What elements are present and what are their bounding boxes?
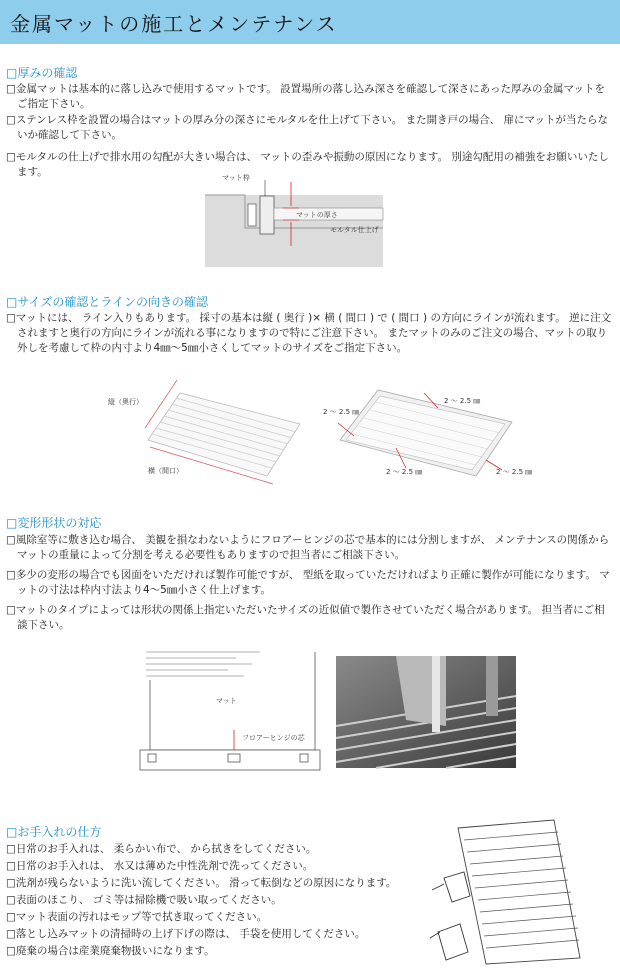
care-item-2: □日常のお手入れは、 水又は薄めた中性洗剤で洗ってください。 [6, 860, 314, 872]
label-depth: 縦（奥行） [108, 398, 143, 406]
care-item-1: □日常のお手入れは、 柔らかい布で、 から拭きをしてください。 [6, 843, 317, 855]
care-item-3: □洗剤が残らないように洗い流してください。 滑って転倒などの原因になります。 [6, 877, 397, 889]
label-floor-hinge-center: フロアーヒンジの芯 [242, 734, 305, 742]
mat-thickness-diagram [205, 168, 385, 268]
section-heading-care: □お手入れの仕方 [6, 825, 102, 839]
section-heading-size: □サイズの確認とラインの向きの確認 [6, 295, 209, 309]
irregular-item-1: □風除室等に敷き込む場合、 美観を損なわないようにフロアーヒンジの芯で基本的には分割しますが、 メンテナンスの関係からマットの重量によって分割を考える必要性もありますので担当者にご相談下さい。 [6, 534, 610, 561]
page-title: 金属マットの施工とメンテナンス [10, 12, 338, 36]
label-mortar-finish: モルタル仕上げ [330, 226, 379, 234]
mat-gap-diagram [340, 388, 520, 488]
thickness-item-2: □ステンレス枠を設置の場合はマットの厚み分の深さにモルタルを仕上げて下さい。 また開き戸の場合、 扉にマットが当たらないか確認して下さい。 [6, 114, 609, 141]
gap-label-left: 2 ～ 2.5 ㎜ [323, 408, 360, 416]
irregular-item-2: □多少の変形の場合でも図面をいただければ製作可能ですが、 型紙を取っていただければより正確に製作が可能になります。 マットの寸法は枠内寸法より4～5㎜小さく仕上げます。 [6, 569, 610, 596]
care-item-6: □落とし込みマットの清掃時の上げ下げの際は、 手袋を使用してください。 [6, 928, 366, 940]
label-mat: マット [216, 697, 237, 705]
care-item-5: □マット表面の汚れはモップ等で拭き取ってください。 [6, 911, 268, 923]
section-heading-irregular: □変形形状の対応 [6, 516, 102, 530]
gap-label-top: 2 ～ 2.5 ㎜ [444, 397, 481, 405]
care-item-4: □表面のほこり、 ゴミ等は掃除機で吸い取ってください。 [6, 894, 282, 906]
gloved-hands-lifting-mat-illustration [430, 820, 610, 965]
label-mat-frame: マット枠 [222, 174, 250, 182]
care-item-7: □廃棄の場合は産業廃棄物扱いになります。 [6, 945, 215, 957]
mat-photo [336, 656, 516, 768]
gap-label-bottom: 2 ～ 2.5 ㎜ [386, 468, 423, 476]
irregular-item-3: □マットのタイプによっては形状の関係上指定いただいたサイズの近似値で製作させていただく場合があります。 担当者にご相談下さい。 [6, 604, 605, 631]
size-item-1: □マットには、 ライン入りもあります。 採寸の基本は縦 ( 奥行 )× 横 ( 間口 ) で ( 間口 ) の方向にラインが流れます。 逆に注文されますと奥行の方向にラインが流れる事になりますので特にご注意下さい。 またマットのみのご注文の場合、マットの取り外しを考慮して枠の内寸より4㎜～5㎜小さくしてマットのサイズをご指定下さい。 [6, 312, 612, 354]
thickness-item-3: □モルタルの仕上げで排水用の勾配が大きい場合は、 マットの歪みや振動の原因になります。 別途勾配用の補強をお願いいたします。 [6, 151, 609, 178]
label-width: 横（間口） [148, 467, 183, 475]
floor-hinge-diagram [140, 650, 320, 775]
label-mat-thickness: マットの厚さ [296, 211, 338, 219]
gap-label-right: 2 ～ 2.5 ㎜ [496, 468, 533, 476]
section-heading-thickness: □厚みの確認 [6, 66, 78, 80]
header-banner [0, 0, 620, 44]
thickness-item-1: □金属マットは基本的に落し込みで使用するマットです。 設置場所の落し込み深さを確認して深さにあった厚みの金属マットをご指定下さい。 [6, 83, 606, 110]
